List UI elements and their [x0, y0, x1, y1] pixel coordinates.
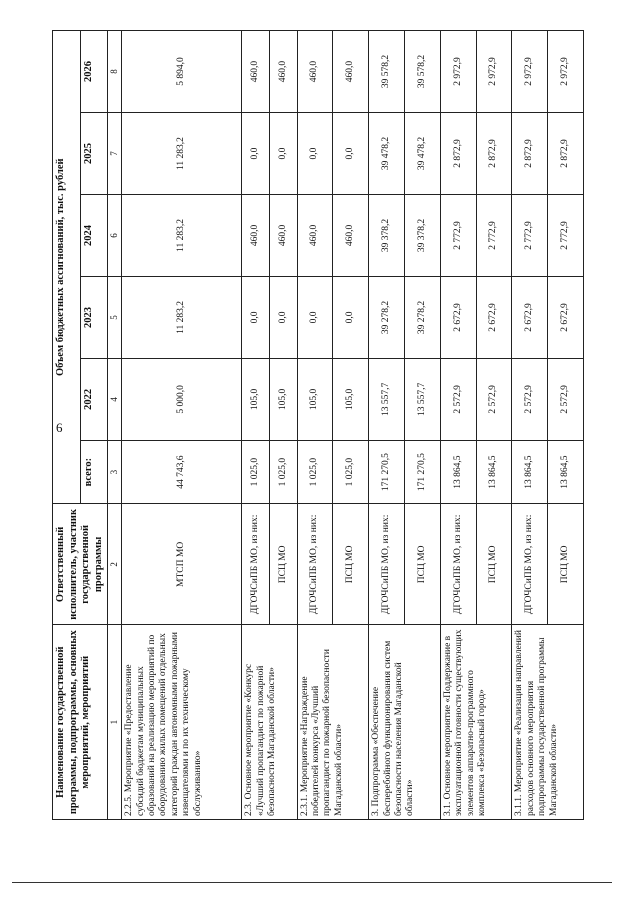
header-year-2023: 2023 — [80, 276, 108, 358]
total-cell: 13 864,5 — [548, 440, 584, 504]
year-value-cell: 2 572,9 — [548, 358, 584, 440]
total-cell: 13 864,5 — [512, 440, 548, 504]
year-value-cell: 460,0 — [333, 31, 369, 113]
year-value-cell: 5 894,0 — [122, 31, 242, 113]
year-value-cell: 460,0 — [269, 195, 297, 277]
program-name-cell: 2.2.5. Мероприятие «Предоставление субсидий бюджетам муниципальных образований на реализацию мероприятий по оборудованию жилых помещений отдельных категорий граждан автономными пожарными извещателями и по их техническому обслуживанию» — [122, 625, 242, 820]
year-value-cell: 13 557,7 — [405, 358, 441, 440]
program-name-cell: 2.3. Основное мероприятие «Конкурс «Лучший пропагандист по пожарной безопасности Магаданской области» — [242, 625, 297, 820]
total-cell: 171 270,5 — [405, 440, 441, 504]
year-value-cell: 0,0 — [242, 276, 270, 358]
year-value-cell: 39 578,2 — [405, 31, 441, 113]
year-value-cell: 460,0 — [333, 195, 369, 277]
executor-cell: ПСЦ МО — [405, 504, 441, 625]
footer-divider — [12, 882, 612, 883]
year-value-cell: 13 557,7 — [369, 358, 405, 440]
budget-table — [52, 30, 584, 820]
header-year-2026: 2026 — [80, 31, 108, 113]
total-cell: 1 025,0 — [269, 440, 297, 504]
header-year-2022: 2022 — [80, 358, 108, 440]
column-index: 2 — [108, 504, 122, 625]
executor-cell: МТСП МО — [122, 504, 242, 625]
executor-cell: ПСЦ МО — [476, 504, 512, 625]
year-value-cell: 0,0 — [242, 113, 270, 195]
year-value-cell: 105,0 — [269, 358, 297, 440]
total-cell: 171 270,5 — [369, 440, 405, 504]
year-value-cell: 2 672,9 — [512, 276, 548, 358]
year-value-cell: 39 378,2 — [405, 195, 441, 277]
year-value-cell: 2 772,9 — [476, 195, 512, 277]
year-value-cell: 2 572,9 — [476, 358, 512, 440]
year-value-cell: 2 872,9 — [476, 113, 512, 195]
executor-cell: ДГОЧСиПБ МО, из них: — [242, 504, 270, 625]
year-value-cell: 105,0 — [333, 358, 369, 440]
year-value-cell: 2 872,9 — [548, 113, 584, 195]
program-name-cell: 2.3.1. Мероприятие «Награждение победителей конкурса «Лучший пропагандист по пожарной безопасности Магаданской области» — [297, 625, 369, 820]
year-value-cell: 460,0 — [297, 195, 333, 277]
column-index: 4 — [108, 358, 122, 440]
table-row — [297, 31, 333, 820]
column-index: 7 — [108, 113, 122, 195]
year-value-cell: 2 772,9 — [548, 195, 584, 277]
column-index: 8 — [108, 31, 122, 113]
page-number: 6 — [56, 420, 63, 435]
executor-cell: ДГОЧСиПБ МО, из них: — [369, 504, 405, 625]
column-index: 3 — [108, 440, 122, 504]
total-cell: 1 025,0 — [297, 440, 333, 504]
year-value-cell: 0,0 — [333, 276, 369, 358]
year-value-cell: 0,0 — [297, 113, 333, 195]
year-value-cell: 105,0 — [242, 358, 270, 440]
table-row — [440, 31, 476, 820]
year-value-cell: 0,0 — [269, 113, 297, 195]
program-name-cell: 3.1. Основное мероприятие «Поддержание в эксплуатационной готовности существующих элементов аппаратно-программного комплекса «Безопасный город» — [440, 625, 512, 820]
table-row — [242, 31, 270, 820]
year-value-cell: 2 672,9 — [440, 276, 476, 358]
year-value-cell: 460,0 — [269, 31, 297, 113]
header-year-2024: 2024 — [80, 195, 108, 277]
executor-cell: ДГОЧСиПБ МО, из них: — [512, 504, 548, 625]
column-index: 5 — [108, 276, 122, 358]
program-name-cell: 3. Подпрограмма «Обеспечение бесперебойного функционирования систем безопасности населения Магаданской области» — [369, 625, 441, 820]
total-cell: 13 864,5 — [440, 440, 476, 504]
year-value-cell: 2 972,9 — [512, 31, 548, 113]
year-value-cell: 460,0 — [242, 195, 270, 277]
year-value-cell: 39 278,2 — [369, 276, 405, 358]
executor-cell: ДГОЧСиПБ МО, из них: — [440, 504, 476, 625]
year-value-cell: 2 872,9 — [440, 113, 476, 195]
total-cell: 1 025,0 — [242, 440, 270, 504]
table-row — [512, 31, 548, 820]
table-row — [369, 31, 405, 820]
year-value-cell: 0,0 — [269, 276, 297, 358]
executor-cell: ПСЦ МО — [548, 504, 584, 625]
table-body — [122, 31, 584, 820]
executor-cell: ПСЦ МО — [333, 504, 369, 625]
header-total: всего: — [80, 440, 108, 504]
executor-cell: ДГОЧСиПБ МО, из них: — [297, 504, 333, 625]
year-value-cell: 2 772,9 — [440, 195, 476, 277]
table-row — [122, 31, 242, 820]
year-value-cell: 5 000,0 — [122, 358, 242, 440]
year-value-cell: 39 478,2 — [405, 113, 441, 195]
year-value-cell: 2 972,9 — [440, 31, 476, 113]
year-value-cell: 2 772,9 — [512, 195, 548, 277]
program-name-cell: 3.1.1. Мероприятие «Реализация направлений расходов основного мероприятия подпрограммы государственной программы Магаданской области» — [512, 625, 584, 820]
year-value-cell: 105,0 — [297, 358, 333, 440]
total-cell: 44 743,6 — [122, 440, 242, 504]
year-value-cell: 11 283,2 — [122, 195, 242, 277]
year-value-cell: 39 378,2 — [369, 195, 405, 277]
year-value-cell: 2 572,9 — [440, 358, 476, 440]
year-value-cell: 2 672,9 — [476, 276, 512, 358]
year-value-cell: 2 972,9 — [548, 31, 584, 113]
total-cell: 1 025,0 — [333, 440, 369, 504]
column-index: 1 — [108, 625, 122, 820]
year-value-cell: 11 283,2 — [122, 276, 242, 358]
year-value-cell: 39 578,2 — [369, 31, 405, 113]
year-value-cell: 2 872,9 — [512, 113, 548, 195]
header-executor: Ответственный исполнитель, участник государственной программы — [53, 504, 108, 625]
executor-cell: ПСЦ МО — [269, 504, 297, 625]
year-value-cell: 0,0 — [297, 276, 333, 358]
year-value-cell: 39 478,2 — [369, 113, 405, 195]
year-value-cell: 0,0 — [333, 113, 369, 195]
year-value-cell: 460,0 — [297, 31, 333, 113]
year-value-cell: 2 672,9 — [548, 276, 584, 358]
year-value-cell: 39 278,2 — [405, 276, 441, 358]
header-budget: Объем бюджетных ассигнований, тыс. рублей — [53, 31, 81, 504]
year-value-cell: 460,0 — [242, 31, 270, 113]
total-cell: 13 864,5 — [476, 440, 512, 504]
header-name: Наименование государственной программы, подпрограммы, основных мероприятий, мероприятий — [53, 625, 108, 820]
column-index: 6 — [108, 195, 122, 277]
header-year-2025: 2025 — [80, 113, 108, 195]
year-value-cell: 2 972,9 — [476, 31, 512, 113]
year-value-cell: 11 283,2 — [122, 113, 242, 195]
year-value-cell: 2 572,9 — [512, 358, 548, 440]
